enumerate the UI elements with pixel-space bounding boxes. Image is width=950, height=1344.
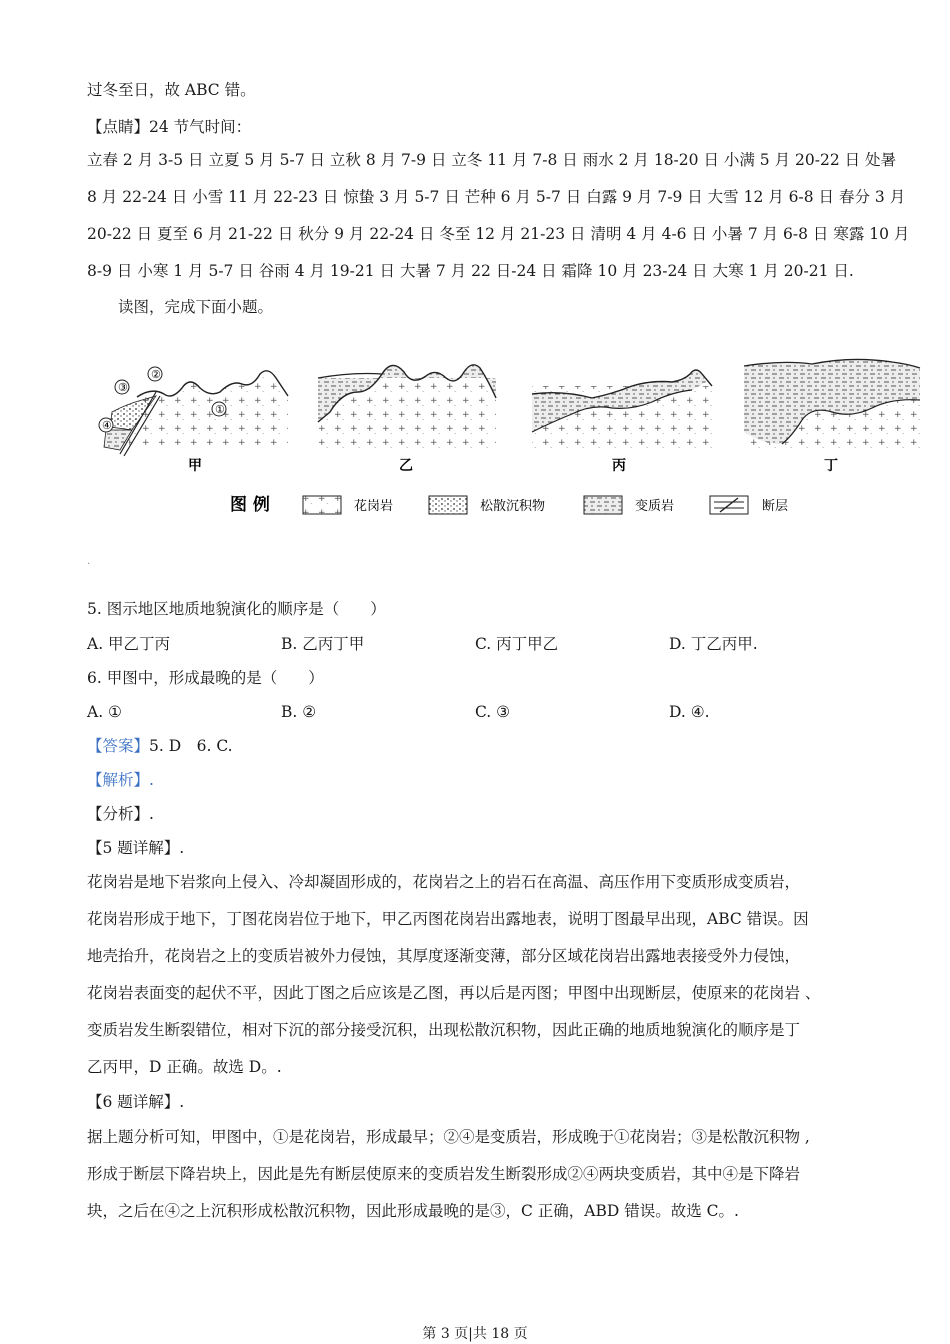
paragraph-text: 20-22 日 夏至 6 月 21-22 日 秋分 9 月 22-24 日 冬至 12 月 21-23 日 清明 4 月 4-6 日 小暑 7 月 6-8 日 寒露 10 月 [87,225,910,243]
panel-label-ding: 丁 [824,458,838,474]
panel-label-yi: 乙 [399,458,413,474]
marker-1: ① [215,403,225,416]
q5-option-a: A. 甲乙丁丙 [87,635,171,653]
legend-loose-sediment: 松散沉积物 [480,499,546,514]
answer-line [87,736,233,756]
marker-2: ② [151,368,161,381]
q6-detail-line: 据上题分析可知，甲图中，①是花岗岩，形成最早；②④是变质岩，形成晚于①花岗岩；③是松散沉积物 , [87,1128,810,1146]
dianjing-heading: 【点睛】24 节气时间： [87,118,252,136]
answer-text: 5. D 6. C. [149,737,233,755]
legend-granite: 花岗岩 [354,499,394,514]
analysis-label: 【解析】. [87,771,154,789]
panel-bing [532,370,712,474]
marker-3: ③ [118,381,128,394]
q6-detail-line: 块，之后在④之上沉积形成松散沉积物，因此形成最晚的是③，C 正确，ABD 错误。故选 C。. [87,1202,739,1220]
answer-label: 【答案】 [87,737,150,755]
question-5: 5. 图示地区地质地貌演化的顺序是（ ） [87,600,386,618]
q5-detail-line: 乙丙甲，D 正确。故选 D。. [87,1058,282,1076]
geology-figure [92,352,924,527]
q5-detail-line: 花岗岩表面变的起伏不平，因此丁图之后应该是乙图，再以后是丙图；甲图中出现断层，使原来的花岗岩 、 [87,984,821,1002]
panel-yi [318,365,496,474]
q5-option-b: B. 乙丙丁甲 [281,635,365,653]
q5-detail-line: 地壳抬升，花岗岩之上的变质岩被外力侵蚀，其厚度逐渐变薄，部分区域花岗岩出露地表接受外力侵蚀， [87,947,801,965]
fenxi-label: 【分析】. [87,805,154,823]
paragraph-text: 8-9 日 小寒 1 月 5-7 日 谷雨 4 月 19-21 日 大暑 7 月 22 日-24 日 霜降 10 月 23-24 日 大寒 1 月 20-21 日. [87,262,854,280]
question-6: 6. 甲图中，形成最晚的是（ ） [87,669,324,687]
q5-detail-line: 变质岩发生断裂错位，相对下沉的部分接受沉积，出现松散沉积物，因此正确的地质地貌演化的顺序是丁 [87,1021,801,1039]
paragraph-text: 8 月 22-24 日 小雪 11 月 22-23 日 惊蛰 3 月 5-7 日 芒种 6 月 5-7 日 白露 9 月 7-9 日 大雪 12 月 6-8 日 春分 3 月 [87,188,906,206]
q5-detail-line: 花岗岩是地下岩浆向上侵入、冷却凝固形成的，花岗岩之上的岩石在高温、高压作用下变质形成变质岩， [87,873,801,891]
q5-option-d: D. 丁乙丙甲. [669,635,758,653]
page-number: 第 3 页|共 18 页 [422,1326,528,1342]
legend-fault: 断层 [762,499,789,514]
legend-title: 图 例 [230,495,270,515]
q6-option-d: D. ④. [669,703,710,721]
paragraph-text: 过冬至日，故 ABC 错。 [87,81,256,99]
q6-option-a: A. ① [87,703,122,721]
q6-option-c: C. ③ [475,703,511,721]
marker-4: ④ [102,419,112,432]
q5-detail-line: 花岗岩形成于地下，丁图花岗岩位于地下，甲乙丙图花岗岩出露地表，说明丁图最早出现，ABC 错误。因 [87,910,809,928]
instruction-text: 读图，完成下面小题。 [118,298,274,316]
legend-metamorphic: 变质岩 [635,499,675,514]
q6-detail-line: 形成于断层下降岩块上，因此是先有断层使原来的变质岩发生断裂形成②④两块变质岩，其中④是下降岩 [87,1165,801,1183]
paragraph-text: 立春 2 月 3-5 日 立夏 5 月 5-7 日 立秋 8 月 7-9 日 立冬 11 月 7-8 日 雨水 2 月 18-20 日 小满 5 月 20-22 日 处暑 [87,151,897,169]
q6-option-b: B. ② [281,703,317,721]
panel-jia [99,367,288,474]
panel-ding [744,359,920,474]
legend [230,494,788,515]
q5-option-c: C. 丙丁甲乙 [475,635,559,653]
panel-label-bing: 丙 [612,458,626,474]
q5-detail-label: 【5 题详解】. [87,839,185,857]
paragraph-mark: . [87,556,91,567]
q6-detail-label: 【6 题详解】. [87,1093,185,1111]
panel-label-jia: 甲 [188,458,202,474]
